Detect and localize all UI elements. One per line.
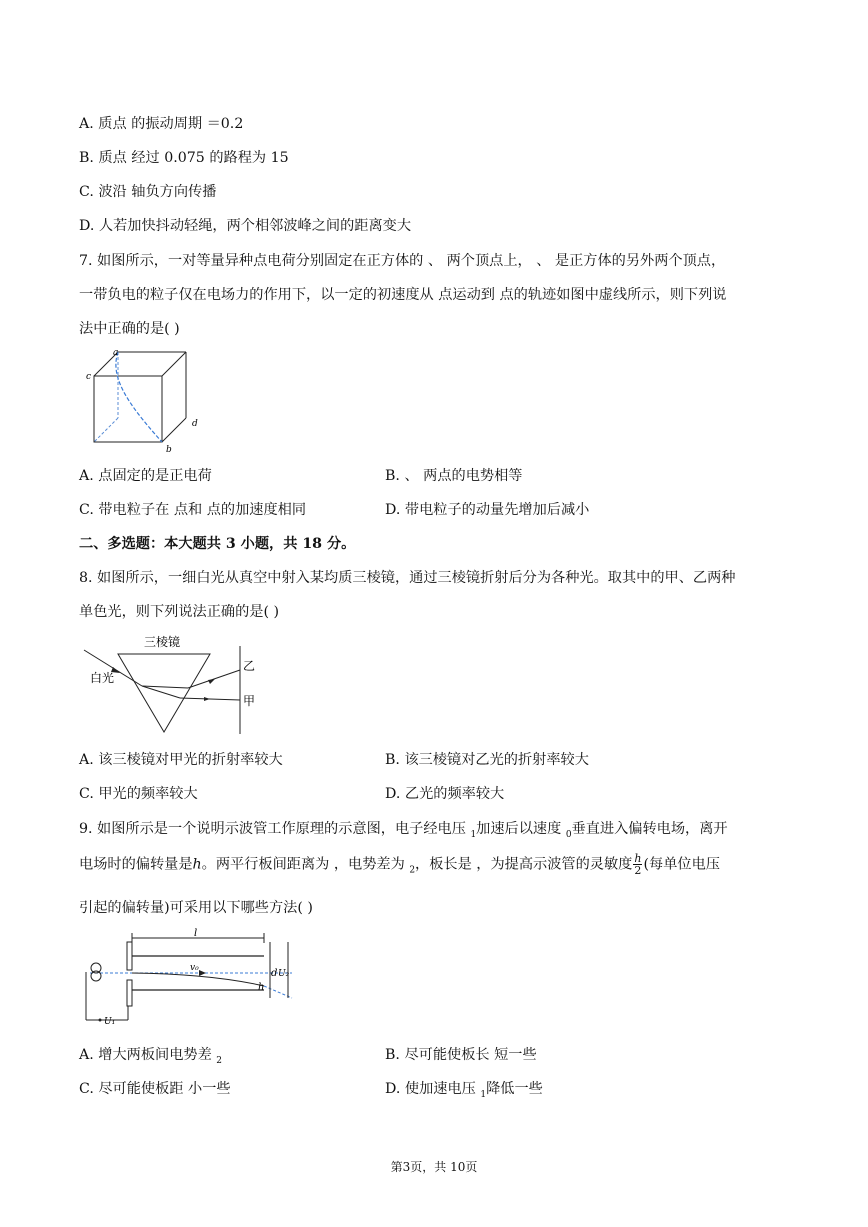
q8-option-c: C. 甲光的频率较大 — [79, 786, 198, 802]
q9-label-u1: U₁ — [104, 1017, 116, 1027]
q8-label-white-light: 白光 — [90, 671, 115, 685]
q7-label-a: a — [113, 348, 119, 358]
q9-frac-denominator: 2 — [634, 864, 642, 877]
q7-cube-figure — [80, 346, 210, 456]
q9-stem-line2 — [79, 853, 720, 880]
q9-line1-part-c: 垂直进入偏转电场，离开 — [571, 821, 728, 837]
q9-oscilloscope-figure — [82, 928, 297, 1030]
page-footer: 第3页，共 10页 — [390, 1160, 478, 1174]
q9-line1-sub-0: 0 — [565, 829, 572, 840]
q9-option-a — [79, 1045, 222, 1071]
q7-option-a: A. 点固定的是正电荷 — [79, 468, 212, 484]
q9-line2-part-d: (每单位电压 — [643, 856, 720, 873]
q6-option-b: B. 质点 经过 0.075 的路程为 15 — [79, 150, 289, 166]
q9-line2-h: h — [192, 856, 202, 873]
q9-option-a-text: A. 增大两板间电势差 — [79, 1047, 217, 1063]
q7-label-c: c — [86, 372, 92, 382]
q6-option-d: D. 人若加快抖动轻绳，两个相邻波峰之间的距离变大 — [79, 218, 412, 234]
q8-label-prism: 三棱镜 — [144, 635, 181, 649]
q8-label-yi: 乙 — [243, 659, 256, 673]
q9-line2-sub-2: 2 — [409, 865, 416, 876]
q9-option-d — [385, 1079, 543, 1105]
q9-option-c: C. 尽可能使板距 小一些 — [79, 1081, 231, 1097]
q6-option-a: A. 质点 的振动周期 ＝0.2 — [79, 116, 244, 132]
q9-line2-part-c: ，板长是 ，为提高示波管的灵敏度 — [415, 856, 633, 873]
q9-line1-sub-1: 1 — [470, 829, 477, 840]
q7-label-d: d — [192, 419, 198, 429]
q7-option-c: C. 带电粒子在 点和 点的加速度相同 — [79, 502, 307, 518]
q7-option-d: D. 带电粒子的动量先增加后减小 — [385, 502, 590, 518]
q9-label-u2: U₂ — [278, 969, 290, 979]
q7-stem-line1: 7. 如图所示，一对等量异种点电荷分别固定在正方体的 、 两个顶点上， 、 是正方体的另外两个顶点， — [79, 253, 726, 269]
q9-option-d-tail: 降低一些 — [486, 1081, 543, 1097]
q8-option-b: B. 该三棱镜对乙光的折射率较大 — [385, 752, 589, 768]
q9-label-l: l — [194, 928, 198, 939]
q7-stem-line3: 法中正确的是( ) — [79, 321, 180, 337]
q9-line2-part-a: 电场时的偏转量是 — [79, 856, 193, 873]
q8-option-d: D. 乙光的频率较大 — [385, 786, 505, 802]
q7-label-b: b — [166, 445, 172, 455]
q9-option-b: B. 尽可能使板长 短一些 — [385, 1047, 537, 1063]
q9-label-v0: v₀ — [190, 963, 199, 973]
q9-line1-part-a: 9. 如图所示是一个说明示波管工作原理的示意图，电子经电压 — [79, 821, 471, 837]
q8-stem-line1: 8. 如图所示，一细白光从真空中射入某均质三棱镜，通过三棱镜折射后分为各种光。取其中的甲、乙两种 — [79, 570, 736, 586]
q7-stem-line2: 一带负电的粒子仅在电场力的作用下，以一定的初速度从 点运动到 点的轨迹如图中虚线所示，则下列说 — [79, 287, 727, 303]
q9-line1-part-b: 加速后以速度 — [476, 821, 566, 837]
q9-option-d-text: D. 使加速电压 — [385, 1081, 481, 1097]
q9-sensitivity-fraction — [633, 853, 642, 876]
q6-option-c: C. 波沿 轴负方向传播 — [79, 184, 217, 200]
q9-stem-line3: 引起的偏转量)可采用以下哪些方法( ) — [79, 900, 313, 916]
q9-frac-numerator: h — [634, 852, 642, 865]
q9-line2-part-b: 。两平行板间距离为 ，电势差为 — [201, 856, 410, 873]
q9-option-a-sub: 2 — [216, 1055, 223, 1066]
section-multiple-choice-heading: 二、多选题：本大题共 3 小题，共 18 分。 — [79, 536, 356, 552]
q9-label-d: d — [271, 968, 278, 979]
q9-label-h: h — [258, 982, 265, 993]
q8-prism-figure — [80, 630, 270, 738]
q8-stem-line2: 单色光，则下列说法正确的是( ) — [79, 604, 280, 620]
q9-stem-line1 — [79, 819, 728, 845]
q8-option-a: A. 该三棱镜对甲光的折射率较大 — [79, 752, 283, 768]
q9-option-d-sub: 1 — [480, 1089, 487, 1100]
q7-option-b: B. 、 两点的电势相等 — [385, 468, 523, 484]
q8-label-jia: 甲 — [243, 694, 256, 708]
